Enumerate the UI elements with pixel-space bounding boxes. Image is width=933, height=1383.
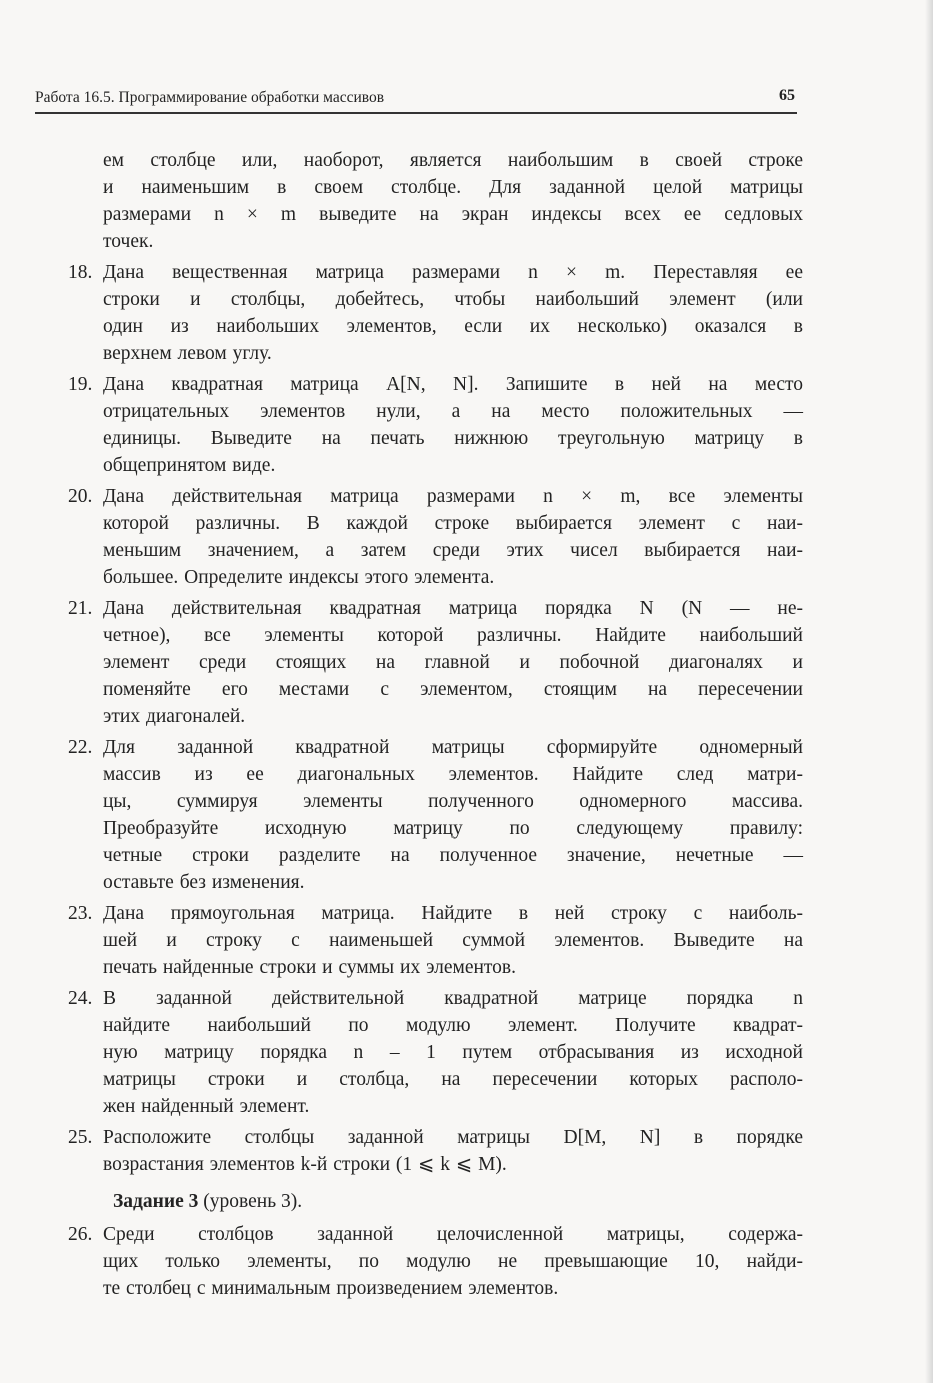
text-line: Среди столбцов заданной целочисленной матрицы, содержа- [103, 1224, 803, 1245]
intro-paragraph [68, 147, 803, 255]
text-line: поменяйте его местами с элементом, стоящим на пересечении [103, 679, 803, 700]
exercise-item [68, 595, 803, 730]
text-line: элемент среди стоящих на главной и побочной диагоналях и [103, 652, 803, 673]
exercise-number: 24. [68, 988, 93, 1009]
text-line: верхнем левом углу. [103, 343, 272, 364]
text-line: матрицы строки и столбца, на пересечении которых располо- [103, 1069, 803, 1090]
text-line: большее. Определите индексы этого элемента. [103, 567, 495, 588]
text-line: четное), все элементы которой различны. Найдите наибольший [103, 625, 803, 646]
exercise-item [68, 371, 803, 479]
text-line: один из наибольших элементов, если их несколько) оказался в [103, 316, 803, 337]
text-line: этих диагоналей. [103, 706, 246, 727]
text-line: размерами n × m выведите на экран индексы всех ее седловых [103, 204, 803, 225]
text-line: шей и строку с наименьшей суммой элементов. Выведите на [103, 930, 803, 951]
text-line: единицы. Выведите на печать нижнюю треугольную матрицу в [103, 428, 803, 449]
text-line: те столбец с минимальным произведением элементов. [103, 1278, 559, 1299]
text-line: точек. [103, 231, 154, 252]
exercise-item [68, 483, 803, 591]
text-line: Дана действительная матрица размерами n × m, все элементы [103, 486, 803, 507]
text-line: общепринятом виде. [103, 455, 276, 476]
text-line: Дана вещественная матрица размерами n × m. Переставляя ее [103, 262, 803, 283]
text-line: Для заданной квадратной матрицы сформируйте одномерный [103, 737, 803, 758]
text-line: массив из ее диагональных элементов. Найдите след матри- [103, 764, 803, 785]
exercise-item [68, 900, 803, 981]
exercise-item [68, 734, 803, 896]
text-line: печать найденные строки и суммы их элементов. [103, 957, 517, 978]
exercise-number: 23. [68, 903, 93, 924]
exercise-number: 26. [68, 1224, 93, 1245]
text-line: жен найденный элемент. [103, 1096, 310, 1117]
page-body [68, 147, 803, 1302]
text-line: строки и столбцы, добейтесь, чтобы наибольший элемент (или [103, 289, 803, 310]
text-line: меньшим значением, а затем среди этих чисел выбирается наи- [103, 540, 803, 561]
exercise-number: 21. [68, 598, 93, 619]
exercise-item [68, 985, 803, 1120]
text-line: Расположите столбцы заданной матрицы D[M, N] в порядке [103, 1127, 803, 1148]
text-line: найдите наибольший по модулю элемент. Получите квадрат- [103, 1015, 803, 1036]
exercise-number: 19. [68, 374, 93, 395]
exercise-number: 25. [68, 1127, 93, 1148]
text-line: возрастания элементов k-й строки (1 ⩽ k ⩽ M). [103, 1154, 507, 1175]
text-line: которой различны. В каждой строке выбирается элемент с наи- [103, 513, 803, 534]
text-line: Дана действительная квадратная матрица порядка N (N — не- [103, 598, 803, 619]
text-line: щих только элементы, по модулю не превышающие 10, найди- [103, 1251, 803, 1272]
exercise-number: 22. [68, 737, 93, 758]
text-line: ем столбце или, наоборот, является наибольшим в своей строке [103, 150, 803, 171]
exercise-item [68, 259, 803, 367]
text-line: Дана прямоугольная матрица. Найдите в ней строку с наиболь- [103, 903, 803, 924]
text-line: оставьте без изменения. [103, 872, 305, 893]
text-line: ную матрицу порядка n – 1 путем отбрасывания из исходной [103, 1042, 803, 1063]
running-header [35, 86, 797, 114]
exercise-item [68, 1124, 803, 1178]
page-edge-shadow [925, 0, 933, 1383]
section-heading [68, 1188, 803, 1215]
section-label: Задание 3 [113, 1191, 199, 1212]
exercise-number: 18. [68, 262, 93, 283]
text-line: отрицательных элементов нули, а на место положительных — [103, 401, 803, 422]
text-line: Дана квадратная матрица A[N, N]. Запишите в ней на место [103, 374, 803, 395]
text-line: В заданной действительной квадратной матрице порядка n [103, 988, 803, 1009]
running-header-title: Работа 16.5. Программирование обработки массивов [35, 89, 385, 106]
text-line: и наименьшим в своем столбце. Для заданной целой матрицы [103, 177, 803, 198]
exercise-number: 20. [68, 486, 93, 507]
page-number: 65 [779, 87, 795, 104]
text-line: цы, суммируя элементы полученного одномерного массива. [103, 791, 803, 812]
text-line: Преобразуйте исходную матрицу по следующему правилу: [103, 818, 803, 839]
section-level: (уровень 3). [198, 1191, 303, 1212]
exercise-item [68, 1221, 803, 1302]
text-line: четные строки разделите на полученное значение, нечетные — [103, 845, 803, 866]
